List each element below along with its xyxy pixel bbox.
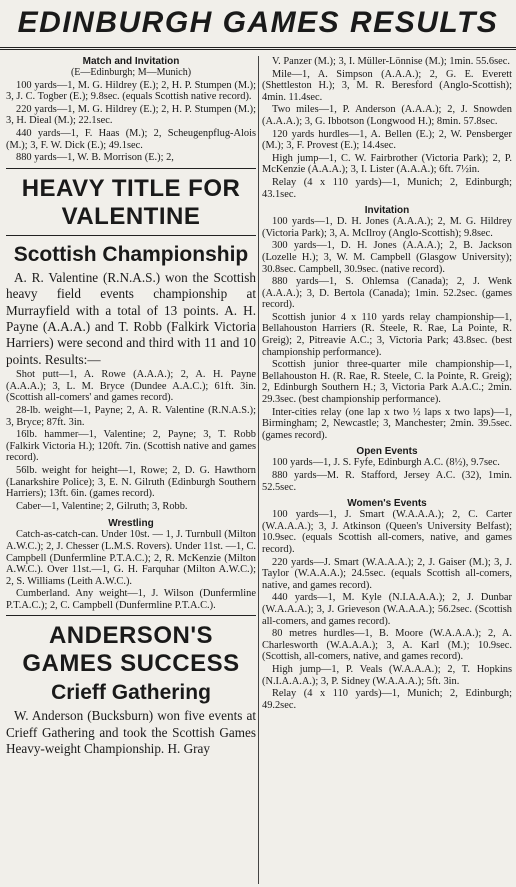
result-paragraph: 80 metres hurdles—1, B. Moore (W.A.A.A.); 2, A. Charlesworth (W.A.A.A.); 3, A. Karl (M.); 10.9sec. (Scottish, all-comers, native, and games record). xyxy=(262,628,512,663)
result-paragraph: 100 yards—1, M. G. Hildrey (E.); 2, H. P. Stumpen (M.); 3, J. C. Togber (E.); 9.8sec. (equals Scottish native record). xyxy=(6,79,256,103)
result-paragraph: Relay (4 x 110 yards)—1, Munich; 2, Edinburgh; 49.2sec. xyxy=(262,688,512,711)
headline-anderson: ANDERSON'S GAMES SUCCESS xyxy=(22,622,240,678)
left-column xyxy=(6,56,256,884)
column-rule xyxy=(258,56,259,884)
result-paragraph: High jump—1, C. W. Fairbrother (Victoria Park); 2, P. McKenzie (A.A.A.); 3, I. Lister (A.A.A.); 6ft. 7½in. xyxy=(262,152,512,176)
result-paragraph: Two miles—1, P. Anderson (A.A.A.); 2, J. Snowden (A.A.A.); 3, G. Ibbotson (Longwood H.); 8min. 57.8sec. xyxy=(262,104,512,127)
article-lead: W. Anderson (Bucksburn) won five events at Crieff Gathering and took the Scottish Games Heavy-weight Championship. H. Gray xyxy=(6,708,256,757)
result-paragraph: Mile—1, A. Simpson (A.A.A.); 2, G. E. Everett (Shettleston H.); 3, M. R. Beresford (Anglo-Scottish); 4min. 11.4sec. xyxy=(262,68,512,103)
section-subhead-wrestling: Wrestling xyxy=(108,518,154,530)
match-note: (E—Edinburgh; M—Munich) xyxy=(70,67,192,78)
result-paragraph: Inter-cities relay (one lap x two ½ laps x two laps)—1, Birmingham; 2, Newcastle; 3, Manchester; 2min. 39.5sec. (games record). xyxy=(262,406,512,441)
section-subhead-match: Match and Invitation xyxy=(82,56,180,67)
result-paragraph: 220 yards—J. Smart (W.A.A.A.); 2, J. Gaiser (M.); 3, J. Taylor (W.A.A.A.); 24.5sec. (equals Scottish all-comers, native, and games record). xyxy=(262,556,512,591)
section-subhead-women: Women's Events xyxy=(347,498,427,510)
result-paragraph: V. Panzer (M.); 3, I. Müller-Lönnise (M.); 1min. 55.6sec. xyxy=(272,56,510,67)
result-paragraph: 28-lb. weight—1, Payne; 2, A. R. Valentine (R.N.A.S.); 3, Bryce; 87ft. 3in. xyxy=(6,404,256,428)
article-lead: A. R. Valentine (R.N.A.S.) won the Scottish heavy field events championship at Murrayfield with a total of 13 points. A. H. Payne (A.A.A.) and T. Robb (Falkirk Victoria Harriers) were second and third with 11 and 10 points. Results:— xyxy=(6,269,256,367)
result-paragraph: 440 yards—1, F. Haas (M.); 2, Scheugenpflug-Alois (M.); 3, F. W. Dick (E.); 49.1sec. xyxy=(6,127,256,151)
result-paragraph: 220 yards—1, M. G. Hildrey (E.); 2, H. P. Stumpen (M.); 3, H. Dieal (M.); 22.1sec. xyxy=(6,103,256,127)
result-paragraph: Catch-as-catch-can. Under 10st. — 1, J. Turnbull (Milton A.W.C.); 2, J. Chesser (L.M.S. Rovers). Under 11st. —1, C. Campbell (Dunfermline P.T.A.C.); 2, R. McKenzie (Milton A.W.C.). Over 11st.—1, G. H. Farquhar (Milton A.W.C.); 2, S. Williams (Leith A.W.C.). xyxy=(6,529,256,587)
result-paragraph: 880 yards—1, S. Ohlemsa (Canada); 2, J. Wenk (A.A.A.); 3, D. Bertola (Canada); 1min. 52.2sec. (games record). xyxy=(262,276,512,311)
result-paragraph: Scottish junior three-quarter mile championship—1, Bellahouston H. (R. Rae, R. Steele, C. la Pointe, R. Greig); 2, Edinburgh Southern H.; 3, Victoria Park A.A.C.; 2min. 29.3sec. (best championship performance). xyxy=(262,359,512,406)
headline-scottish-championship: Scottish Championship xyxy=(13,242,249,266)
result-paragraph: Scottish junior 4 x 110 yards relay championship—1, Bellahouston Harriers (R. Steele, R. Rae, La Pointe, R. Greig); 2, Pitreavie A.C.; 3, Victoria Park; 43.8sec. (best championship performance). xyxy=(262,311,512,358)
masthead-banner xyxy=(0,0,516,50)
result-paragraph: 300 yards—1, D. H. Jones (A.A.A.); 2, B. Jackson (Lozelle H.); 3, W. M. Campbell (Glasgow University); 30.8sec. Campbell, 30.9sec. (native record). xyxy=(262,240,512,275)
result-paragraph: Caber—1, Valentine; 2, Gilruth; 3, Robb. xyxy=(16,500,188,512)
divider xyxy=(6,168,256,169)
right-column xyxy=(262,56,512,886)
section-subhead-open: Open Events xyxy=(356,446,418,458)
result-paragraph: High jump—1, P. Veals (W.A.A.A.); 2, T. Hopkins (N.I.A.A.A.); 3, P. Sidney (W.A.A.A.); 5ft. 3in. xyxy=(262,663,512,687)
divider xyxy=(6,615,256,616)
result-paragraph: 100 yards—1, J. S. Fyfe, Edinburgh A.C. (8½), 9.7sec. xyxy=(272,457,500,469)
result-paragraph: 100 yards—1, D. H. Jones (A.A.A.); 2, M. G. Hildrey (Victoria Park); 3, A. McIlroy (Anglo-Scottish); 9.8sec. xyxy=(262,216,512,239)
result-paragraph: 16lb. hammer—1, Valentine; 2, Payne; 3, T. Robb (Falkirk Victoria H.); 120ft. 7in. (Scottish native and games record). xyxy=(6,429,256,464)
section-subhead-invitation: Invitation xyxy=(364,205,410,217)
headline-heavy-title: HEAVY TITLE FOR VALENTINE xyxy=(21,174,241,230)
result-paragraph: Shot putt—1, A. Rowe (A.A.A.); 2, A. H. Payne (A.A.A.); 3, L. M. Bryce (Dundee A.A.C.); 61ft. 3in. (Scottish all-comers' and games record). xyxy=(6,369,256,404)
result-paragraph: 120 yards hurdles—1, A. Bellen (E.); 2, W. Pensberger (M.); 3, F. Provest (E.); 14.4sec. xyxy=(262,128,512,152)
result-paragraph: Relay (4 x 110 yards)—1, Munich; 2, Edinburgh; 43.1sec. xyxy=(262,176,512,200)
result-paragraph: 440 yards—1, M. Kyle (N.I.A.A.A.); 2, J. Dunbar (W.A.A.A.); 3, J. Grieveson (W.A.A.A.); 56.2sec. (Scottish all-comers, and games record). xyxy=(262,592,512,627)
result-paragraph: 880 yards—M. R. Stafford, Jersey A.C. (32), 1min. 52.5sec. xyxy=(262,470,512,493)
divider xyxy=(6,235,256,236)
result-paragraph: 56lb. weight for height—1, Rowe; 2, D. G. Hawthorn (Lanarkshire Police); 3, E. N. Gilruth (Edinburgh Southern Harriers); 13ft. 6in. (games record). xyxy=(6,464,256,500)
result-paragraph: Cumberland. Any weight—1, J. Wilson (Dunfermline P.T.A.C.); 2, C. Campbell (Dunfermline P.T.A.C.). xyxy=(6,588,256,611)
result-paragraph: 880 yards—1, W. B. Morrison (E.); 2, xyxy=(16,152,174,164)
page-title: EDINBURGH GAMES RESULTS xyxy=(17,6,499,39)
result-paragraph: 100 yards—1, J. Smart (W.A.A.A.); 2, C. Carter (W.A.A.A.); 3, J. Atkinson (Queen's University Belfast); 10.9sec. (equals Scottish all-comers, native, and games record). xyxy=(262,509,512,555)
headline-crieff: Crieff Gathering xyxy=(51,681,211,705)
